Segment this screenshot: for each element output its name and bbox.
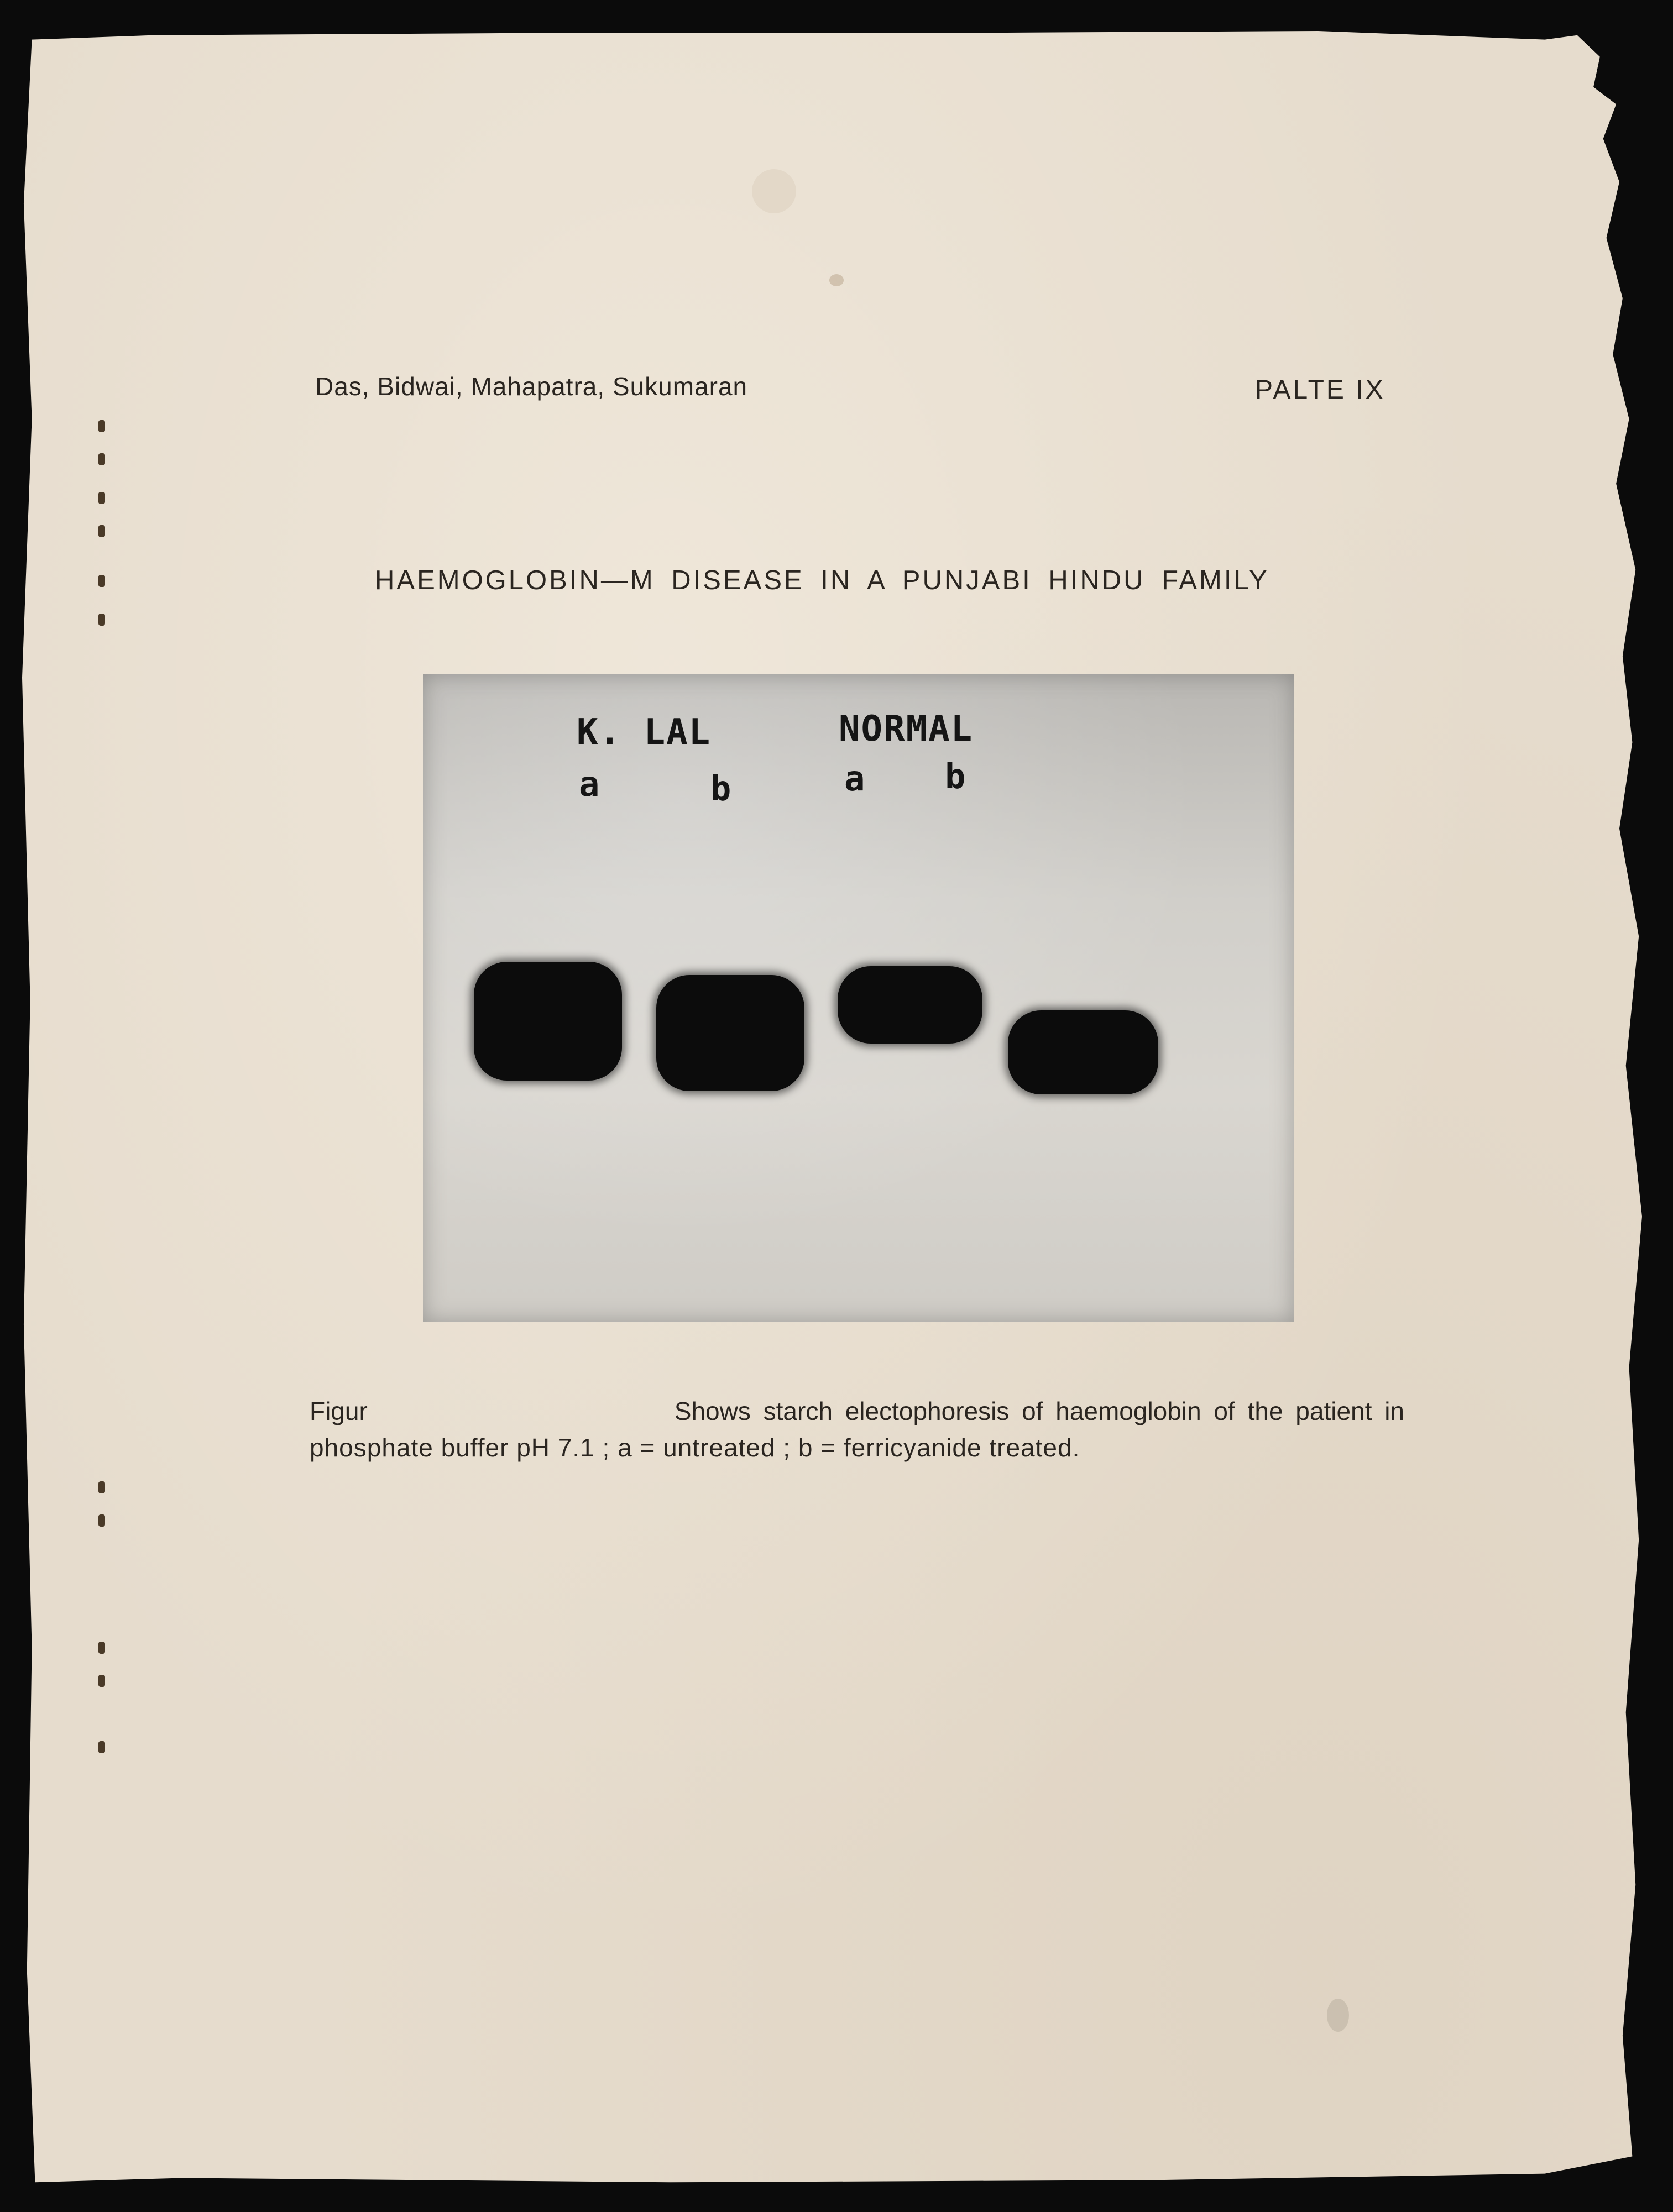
stain-spot xyxy=(829,274,844,286)
gel-label-group2: NORMAL xyxy=(839,709,974,749)
plate-label: PALTE IX xyxy=(1255,375,1386,405)
article-title: HAEMOGLOBIN—M DISEASE IN A PUNJABI HINDU FAMILY xyxy=(375,565,1269,595)
caption-line-1 xyxy=(310,1393,1404,1429)
electrophoresis-photo xyxy=(423,674,1294,1322)
binding-hole xyxy=(98,614,105,626)
binding-hole xyxy=(98,1514,105,1527)
gel-band-group2-a xyxy=(838,966,982,1044)
gel-label-group2-b: b xyxy=(945,756,966,796)
binding-hole xyxy=(98,1741,105,1753)
caption-prefix: Figur xyxy=(310,1397,368,1425)
caption-text-2: phosphate buffer pH 7.1 ; a = untreated ; b = ferricyanide treated. xyxy=(310,1433,1080,1462)
binding-hole xyxy=(98,1481,105,1493)
gel-label-group1-a: a xyxy=(579,764,600,804)
gel-label-group1-b: b xyxy=(710,768,731,809)
gel-label-group1: K. LAL xyxy=(577,712,712,753)
running-header-authors: Das, Bidwai, Mahapatra, Sukumaran xyxy=(315,372,748,401)
binding-hole xyxy=(98,525,105,537)
binding-hole xyxy=(98,420,105,432)
binding-hole xyxy=(98,1642,105,1654)
gel-band-group2-b xyxy=(1008,1010,1158,1094)
binding-hole xyxy=(98,1675,105,1687)
gel-band-group1-a xyxy=(474,962,622,1081)
gel-label-group2-a: a xyxy=(844,758,865,799)
binding-holes xyxy=(98,0,115,2212)
figure-caption xyxy=(310,1393,1404,1466)
binding-hole xyxy=(98,453,105,465)
binding-hole xyxy=(98,575,105,587)
caption-text-1: Shows starch electophoresis of haemoglobin of the patient in xyxy=(674,1397,1404,1425)
gel-band-group1-b xyxy=(656,975,804,1091)
stain-spot xyxy=(752,169,796,213)
stain-spot xyxy=(1327,1999,1349,2032)
binding-hole xyxy=(98,492,105,504)
